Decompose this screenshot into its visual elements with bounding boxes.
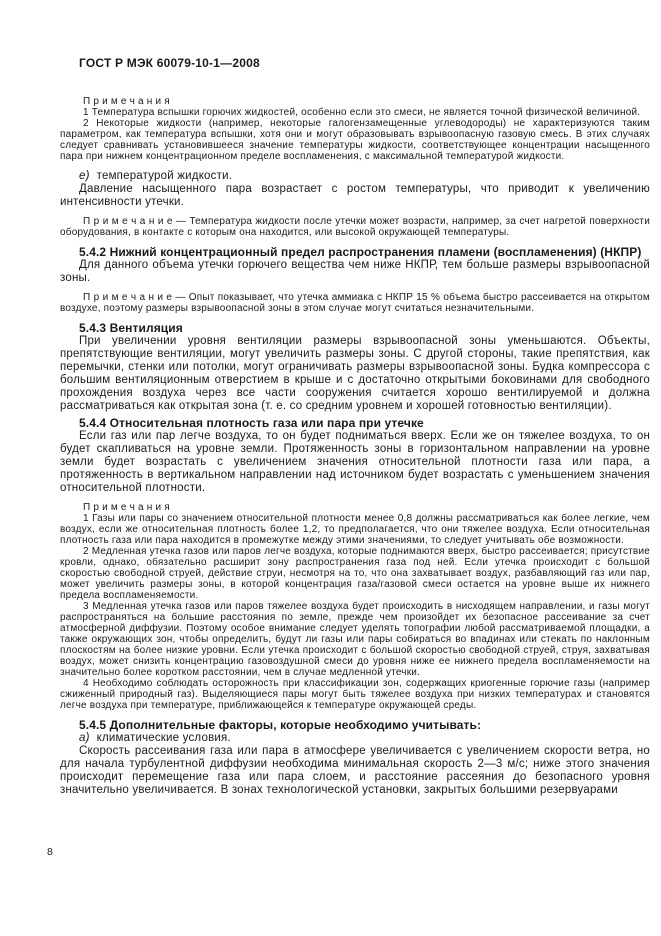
notes-block-flash-point	[60, 96, 650, 162]
note-paragraph-density-3: 3 Медленная утечка газов или паров тяжелее воздуха будет происходить в нисходящем направлении, и газы могут распространяться на большие расстояния по земле, прежде чем произойдет их безопасное рассеивание за счет атмосферной диффузии. Поэтому особое внимание следует уделять топографии любой рассматриваемой площадки, а также окружающих зон, чтобы определить, будут ли газы или пары собираться во впадинах или стекать по наклонным плоскостям на более низкие уровни. Если утечка происходит с большой скоростью свободной струей, струя, захватывая воздух, может снизить концентрацию газовоздушной смеси до уровня ниже ее нижнего предела воспламеняемости на значительно более коротком расстоянии, чем в случае медленной утечки.	[60, 601, 650, 678]
notes-block-density	[60, 502, 650, 711]
list-item-e	[60, 170, 650, 183]
note-paragraph-liquid-temperature: П р и м е ч а н и е — Температура жидкости после утечки может возрасти, например, за счет нагретой поверхности оборудования, в контакте с которым она находится, или высокой окружающей температуры.	[60, 216, 650, 238]
note-paragraph-density-2: 2 Медленная утечка газов или паров легче воздуха, которые поднимаются вверх, быстро рассеивается; присутствие кровли, однако, обязательно расширит зону распространения газа под ней. Если утечка происходит с большой скоростью свободной струей, действие струи, несмотря на то, что она захватывает воздух, разбавляющий газ или пар, может увеличить размеры зоны, в которой концентрация газа/газовой смеси остается на уровне выше их нижнего предела воспламеняемости.	[60, 546, 650, 601]
note-paragraph-2: 2 Некоторые жидкости (например, некоторые галогензамещенные углеводороды) не характеризуются таким параметром, как температура вспышки, хотя они и могут образовывать взрывоопасную газовую смесь. В этих случаях следует сравнивать установившееся значение температуры жидкости, соответствующее концентрации насыщенного пара при нижнем концентрационном пределе воспламенения, с максимальной температурой жидкости.	[60, 118, 650, 162]
list-item-a-text: климатические условия.	[96, 732, 231, 744]
list-item-a	[60, 732, 650, 745]
notes-label: П р и м е ч а н и я	[83, 96, 170, 107]
list-item-e-text: температурой жидкости.	[96, 170, 233, 182]
body-paragraph-vapor-pressure: Давление насыщенного пара возрастает с ростом температуры, что приводит к увеличению интенсивности утечки.	[60, 183, 650, 208]
doc-number-header: ГОСТ Р МЭК 60079-10-1—2008	[79, 56, 260, 70]
notes-label-density: П р и м е ч а н и я	[83, 502, 170, 513]
body-paragraph-ventilation: При увеличении уровня вентиляции размеры взрывоопасной зоны уменьшаются. Объекты, препятствующие вентиляции, могут увеличить размеры зоны. С другой стороны, такие препятствия, как перемычки, стенки или потолки, могут ограничивать размеры взрывоопасной зоны. Будка компрессора с большим вентиляционным отверстием в крыше и с достаточно открытыми боковинами для свободного прохождения воздуха через все части сооружения считается хорошо вентилируемой и должна рассматриваться как открытая зона (т. е. со средним уровнем и хорошей готовностью вентиляции).	[60, 335, 650, 412]
body-paragraph-wind-speed: Скорость рассеивания газа или пара в атмосфере увеличивается с увеличением скорости ветра, но для начала турбулентной диффузии необходима минимальная скорость 2—3 м/с; ниже этого значения происходит перемещение газа или пара слоем, и расстояние рассеяния до безопасного уровня значительно увеличивается. В зонах технологической установки, закрытых большими резервуарами	[60, 745, 650, 796]
note-paragraph-density-1: 1 Газы или пары со значением относительной плотности менее 0,8 должны рассматриваться как более легкие, чем воздух, если же относительная плотность более 1,2, то предполагается, что они тяжелее воздуха. Если относительная плотность газа или пара находится в промежутке между этими значениями, то следует учитывать обе возможности.	[60, 513, 650, 546]
section-heading-5-4-5: 5.4.5 Дополнительные факторы, которые необходимо учитывать:	[79, 718, 482, 732]
page-number: 8	[47, 846, 53, 858]
section-heading-5-4-4: 5.4.4 Относительная плотность газа или пара при утечке	[79, 416, 424, 430]
body-paragraph-lel: Для данного объема утечки горючего вещества чем ниже НКПР, тем больше размеры взрывоопасной зоны.	[60, 259, 650, 284]
notes-block-ammonia	[60, 292, 650, 314]
list-item-a-label: а)	[79, 732, 90, 744]
text-column	[60, 56, 650, 797]
note-paragraph-1: 1 Температура вспышки горючих жидкостей, особенно если это смеси, не является точной физической величиной.	[83, 107, 641, 118]
notes-block-liquid-temperature	[60, 216, 650, 238]
section-heading-5-4-2: 5.4.2 Нижний концентрационный предел распространения пламени (воспламенения) (НКПР)	[79, 245, 642, 259]
list-item-e-label: е)	[79, 170, 90, 182]
note-paragraph-density-4: 4 Необходимо соблюдать осторожность при классификации зон, содержащих криогенные горючие газы (например сжиженный природный газ). Выделяющиеся пары могут быть тяжелее воздуха при низких температурах и становятся легче воздуха при температуре, приближающейся к температуре окружающей среды.	[60, 678, 650, 711]
body-paragraph-relative-density: Если газ или пар легче воздуха, то он будет подниматься вверх. Если же он тяжелее воздуха, то он будет скапливаться на уровне земли. Протяженность зоны в горизонтальном направлении на уровне земли будет возрастать с увеличением значения относительной плотности газа или пара, а протяженность в вертикальном направлении над источником будет возрастать с уменьшением значения относительной плотности.	[60, 430, 650, 494]
note-paragraph-ammonia: П р и м е ч а н и е — Опыт показывает, что утечка аммиака с НКПР 15 % объема быстро рассеивается на открытом воздухе, поэтому размеры взрывоопасной зоны в этом случае могут считаться незначительными.	[60, 292, 650, 314]
section-heading-5-4-3: 5.4.3 Вентиляция	[79, 321, 183, 335]
